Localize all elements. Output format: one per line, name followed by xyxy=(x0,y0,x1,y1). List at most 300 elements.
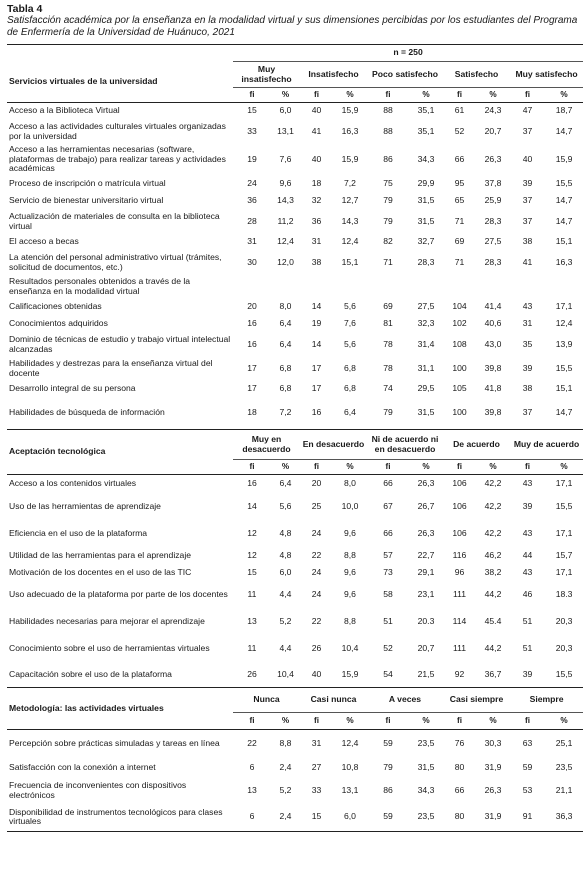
percent-cell: 20,7 xyxy=(484,125,502,136)
row-label: Eficiencia en el uso de la plataforma xyxy=(9,528,148,539)
percent-cell: 26,3 xyxy=(484,785,502,796)
frequency-cell: 80 xyxy=(443,804,476,832)
percent-cell: 29,9 xyxy=(417,178,435,189)
percent-header: % xyxy=(409,713,443,730)
frequency-cell: 111 xyxy=(452,589,467,600)
percent-cell: 42,2 xyxy=(484,528,502,539)
frequency-cell: 67 xyxy=(383,501,393,512)
frequency-cell: 38 xyxy=(522,383,533,394)
percent-cell: 14,7 xyxy=(555,195,573,206)
group-header: Muy insatisfecho xyxy=(233,62,300,88)
percent-cell: 20,7 xyxy=(417,643,435,654)
percent-cell: 32,7 xyxy=(417,236,435,247)
percent-cell: 37,8 xyxy=(484,178,502,189)
frequency-cell: 20 xyxy=(311,478,322,489)
percent-cell: 5,6 xyxy=(279,501,292,512)
frequency-cell: 66 xyxy=(454,785,465,796)
percent-cell: 24,3 xyxy=(484,105,502,116)
frequency-cell: 73 xyxy=(383,567,393,578)
frequency-cell: 51 xyxy=(522,616,533,627)
percent-cell: 17,1 xyxy=(555,567,573,578)
frequency-cell: 52 xyxy=(383,643,393,654)
group-header: Casi nunca xyxy=(300,688,367,713)
frequency-cell: 31 xyxy=(311,737,322,748)
frequency-cell: 28 xyxy=(247,215,257,226)
frequency-cell: 95 xyxy=(454,178,465,189)
percent-cell: 6,0 xyxy=(333,804,367,832)
group-header: Muy en desacuerdo xyxy=(233,430,300,460)
percent-cell: 35,1 xyxy=(417,125,435,136)
percent-cell: 31,5 xyxy=(417,762,435,773)
percent-cell: 34,3 xyxy=(417,153,435,164)
percent-cell xyxy=(409,275,443,299)
frequency-cell: 78 xyxy=(383,338,393,349)
frequency-cell: 69 xyxy=(383,301,393,312)
percent-cell: 45.4 xyxy=(484,616,502,627)
frequency-cell: 41 xyxy=(311,125,322,136)
row-label: Dominio de técnicas de estudio y trabajo virtual intelectual alcanzadas xyxy=(9,333,231,354)
row-label: Capacitación sobre el uso de la plataforma xyxy=(9,668,172,679)
table-row xyxy=(7,804,583,832)
fi-header: fi xyxy=(233,460,271,475)
percent-cell: 27,5 xyxy=(417,301,435,312)
group-header: Ni de acuerdo ni en desacuerdo xyxy=(367,430,443,460)
sample-size-label: n = 250 xyxy=(233,45,583,62)
percent-cell: 14,3 xyxy=(277,195,294,206)
percent-cell: 15,5 xyxy=(555,362,573,373)
section-title: Servicios virtuales de la universidad xyxy=(7,62,233,103)
frequency-cell: 25 xyxy=(311,501,322,512)
group-header: Muy satisfecho xyxy=(510,62,583,88)
row-label: Frecuencia de inconvenientes con dispositivos electrónicos xyxy=(9,780,187,800)
frequency-cell: 37 xyxy=(522,407,533,418)
percent-cell: 15,5 xyxy=(555,501,573,512)
frequency-cell: 79 xyxy=(383,215,393,226)
percent-cell: 13,9 xyxy=(555,338,573,349)
percent-cell: 8,8 xyxy=(344,550,356,561)
percent-cell: 15,9 xyxy=(341,668,359,679)
percent-cell: 26,7 xyxy=(417,501,435,512)
percent-cell: 29,1 xyxy=(417,567,435,578)
percent-cell: 6,8 xyxy=(344,362,356,373)
percent-cell: 15,9 xyxy=(555,153,573,164)
percent-cell: 9,6 xyxy=(344,589,356,600)
percent-cell xyxy=(271,275,300,299)
row-label: Habilidades necesarias para mejorar el aprendizaje xyxy=(9,616,205,627)
table-row xyxy=(7,144,583,176)
row-label: Servicio de bienestar universitario virtual xyxy=(9,195,164,206)
frequency-cell: 27 xyxy=(311,762,322,773)
percent-cell: 41,8 xyxy=(484,383,502,394)
percent-cell: 6,8 xyxy=(279,362,292,373)
percent-cell: 6,8 xyxy=(344,383,356,394)
frequency-cell: 13 xyxy=(247,785,257,796)
table-row xyxy=(7,316,583,333)
percent-cell: 27,5 xyxy=(484,236,502,247)
frequency-cell: 16 xyxy=(247,318,257,329)
percent-cell: 5,2 xyxy=(279,785,292,796)
percent-cell: 31,5 xyxy=(417,407,435,418)
frequency-cell: 15 xyxy=(300,804,333,832)
frequency-cell: 20 xyxy=(247,301,257,312)
frequency-cell: 40 xyxy=(311,668,322,679)
frequency-cell: 11 xyxy=(247,589,257,600)
fi-header: fi xyxy=(443,713,476,730)
percent-cell: 29,5 xyxy=(417,383,435,394)
frequency-cell: 17 xyxy=(247,362,257,373)
group-header: Insatisfecho xyxy=(300,62,367,88)
row-label: La atención del personal administrativo virtual (trámites, solicitud de documentos, etc.) xyxy=(9,251,222,272)
frequency-cell: 66 xyxy=(383,478,393,489)
percent-cell: 9,6 xyxy=(344,528,356,539)
row-label: El acceso a becas xyxy=(9,236,79,247)
frequency-cell: 11 xyxy=(247,643,257,654)
fi-header: fi xyxy=(300,88,333,103)
percent-cell: 9,6 xyxy=(344,567,356,578)
percent-cell: 12,4 xyxy=(341,236,359,247)
percent-cell: 38,2 xyxy=(484,567,502,578)
frequency-cell: 38 xyxy=(311,256,322,267)
percent-cell: 25,9 xyxy=(484,195,502,206)
frequency-cell: 40 xyxy=(522,153,533,164)
percent-cell: 15,9 xyxy=(341,105,359,116)
frequency-cell: 31 xyxy=(247,236,257,247)
percent-header: % xyxy=(476,88,510,103)
percent-cell: 20,3 xyxy=(555,616,573,627)
percent-cell: 8,0 xyxy=(279,301,292,312)
percent-cell: 31,1 xyxy=(417,362,435,373)
frequency-cell: 22 xyxy=(247,737,257,748)
percent-cell: 6,0 xyxy=(279,567,292,578)
percent-cell: 12,0 xyxy=(277,256,294,267)
frequency-cell: 15 xyxy=(247,567,257,578)
table-row xyxy=(7,299,583,316)
frequency-cell: 18 xyxy=(311,178,322,189)
frequency-cell: 105 xyxy=(452,383,467,394)
frequency-cell: 14 xyxy=(247,501,257,512)
frequency-cell: 16 xyxy=(311,407,322,418)
row-label: Acceso a las herramientas necesarias (software, plataformas de trabajo) para realizar tareas y actividades académicas xyxy=(9,144,226,174)
table-row xyxy=(7,609,583,636)
table-row xyxy=(7,565,583,582)
percent-header: % xyxy=(476,460,510,475)
percent-cell: 14,7 xyxy=(555,215,573,226)
percent-cell: 42,2 xyxy=(484,501,502,512)
table-row xyxy=(7,398,583,430)
row-label: Desarrollo integral de su persona xyxy=(9,383,136,394)
frequency-cell: 66 xyxy=(383,528,393,539)
frequency-cell: 17 xyxy=(311,362,322,373)
percent-cell: 17,1 xyxy=(555,478,573,489)
frequency-cell: 43 xyxy=(522,528,533,539)
percent-cell: 8,8 xyxy=(344,616,356,627)
frequency-cell: 39 xyxy=(522,362,533,373)
frequency-cell: 52 xyxy=(454,125,465,136)
row-label: Uso de las herramientas de aprendizaje xyxy=(9,501,161,512)
frequency-cell: 108 xyxy=(452,338,467,349)
percent-header: % xyxy=(271,460,300,475)
percent-cell: 20.3 xyxy=(417,616,435,627)
frequency-cell: 33 xyxy=(311,785,322,796)
frequency-cell: 106 xyxy=(452,501,467,512)
frequency-cell: 31 xyxy=(522,318,533,329)
frequency-cell: 36 xyxy=(247,195,257,206)
frequency-cell xyxy=(300,275,333,299)
frequency-cell: 79 xyxy=(383,762,393,773)
frequency-cell: 78 xyxy=(383,362,393,373)
frequency-cell: 82 xyxy=(383,236,393,247)
percent-cell: 22,7 xyxy=(417,550,435,561)
frequency-cell: 54 xyxy=(383,668,393,679)
frequency-cell: 69 xyxy=(454,236,465,247)
table-caption: Satisfacción académica por la enseñanza en la modalidad virtual y sus dimensiones percibidas por los estudiantes del Programa de Enfermería de la Universidad de Huánuco, 2021 xyxy=(7,15,578,38)
percent-cell: 23,5 xyxy=(409,804,443,832)
percent-cell: 12,4 xyxy=(341,737,359,748)
table-row xyxy=(7,758,583,779)
percent-cell: 6,4 xyxy=(344,407,356,418)
frequency-cell: 37 xyxy=(522,195,533,206)
percent-header: % xyxy=(545,713,583,730)
percent-cell: 15,1 xyxy=(555,236,573,247)
percent-cell: 28,3 xyxy=(417,256,435,267)
frequency-cell: 14 xyxy=(311,338,322,349)
table-row xyxy=(7,521,583,548)
frequency-cell: 19 xyxy=(311,318,322,329)
percent-cell: 13,1 xyxy=(341,785,359,796)
percent-cell: 16,3 xyxy=(341,125,359,136)
row-label: Acceso a los contenidos virtuales xyxy=(9,478,137,489)
frequency-cell: 106 xyxy=(452,478,467,489)
percent-header: % xyxy=(333,460,367,475)
frequency-cell: 61 xyxy=(454,105,465,116)
table-row xyxy=(7,779,583,804)
frequency-cell: 59 xyxy=(383,737,393,748)
percent-cell: 13,1 xyxy=(277,125,294,136)
percent-cell: 43,0 xyxy=(484,338,502,349)
row-label: Satisfacción con la conexión a internet xyxy=(9,762,156,773)
frequency-cell: 100 xyxy=(452,362,467,373)
frequency-cell: 17 xyxy=(247,383,257,394)
percent-cell: 31,4 xyxy=(417,338,435,349)
frequency-cell: 43 xyxy=(522,567,533,578)
group-header: Casi siempre xyxy=(443,688,510,713)
table-row xyxy=(7,251,583,275)
fi-header: fi xyxy=(443,460,476,475)
row-label: Disponibilidad de instrumentos tecnológicos para clases virtuales xyxy=(7,804,233,832)
fi-header: fi xyxy=(510,713,545,730)
frequency-cell: 24 xyxy=(311,589,322,600)
percent-cell: 15,5 xyxy=(555,178,573,189)
percent-cell: 34,3 xyxy=(417,785,435,796)
percent-cell: 4,4 xyxy=(279,589,292,600)
table-row xyxy=(7,234,583,251)
frequency-cell: 36 xyxy=(311,215,322,226)
row-label: Uso adecuado de la plataforma por parte de los docentes xyxy=(9,589,228,600)
group-header: De acuerdo xyxy=(443,430,510,460)
percent-cell xyxy=(545,275,583,299)
row-label: Actualización de materiales de consulta en la biblioteca virtual xyxy=(9,210,220,231)
fi-header: fi xyxy=(443,88,476,103)
percent-cell: 5,6 xyxy=(344,338,356,349)
frequency-cell xyxy=(233,275,271,299)
percent-cell: 6,8 xyxy=(279,383,292,394)
frequency-cell: 59 xyxy=(522,762,533,773)
percent-header: % xyxy=(409,88,443,103)
frequency-cell: 43 xyxy=(522,301,533,312)
frequency-cell: 79 xyxy=(383,407,393,418)
percent-cell: 12,4 xyxy=(277,236,294,247)
percent-cell: 15,9 xyxy=(341,153,359,164)
frequency-cell: 88 xyxy=(383,125,393,136)
frequency-cell: 88 xyxy=(383,105,393,116)
percent-header: % xyxy=(476,713,510,730)
percent-header: % xyxy=(545,88,583,103)
frequency-cell xyxy=(510,275,545,299)
table-row xyxy=(7,357,583,381)
header-spacer xyxy=(7,45,233,62)
percent-cell: 2,4 xyxy=(279,762,292,773)
frequency-cell: 59 xyxy=(367,804,409,832)
percent-cell: 31,9 xyxy=(476,804,510,832)
section-header-row xyxy=(7,430,583,460)
percent-cell: 6,4 xyxy=(279,338,292,349)
frequency-cell: 22 xyxy=(311,550,322,561)
percent-cell: 25,1 xyxy=(555,737,573,748)
fi-header: fi xyxy=(233,713,271,730)
percent-cell: 12,4 xyxy=(555,318,573,329)
percent-cell xyxy=(476,275,510,299)
percent-cell: 5,2 xyxy=(279,616,292,627)
percent-cell: 36,3 xyxy=(545,804,583,832)
table-row xyxy=(7,494,583,521)
frequency-cell: 100 xyxy=(452,407,467,418)
table-row xyxy=(7,636,583,663)
frequency-cell: 37 xyxy=(522,125,533,136)
frequency-cell: 15 xyxy=(247,105,257,116)
frequency-cell: 51 xyxy=(383,616,393,627)
frequency-cell: 91 xyxy=(510,804,545,832)
section-header-row xyxy=(7,62,583,88)
frequency-cell: 44 xyxy=(522,550,533,561)
frequency-cell: 76 xyxy=(454,737,465,748)
frequency-cell: 57 xyxy=(383,550,393,561)
table-row xyxy=(7,381,583,398)
percent-cell: 23,5 xyxy=(555,762,573,773)
table-row xyxy=(7,120,583,144)
percent-cell: 21,5 xyxy=(417,668,435,679)
frequency-cell xyxy=(367,275,409,299)
percent-cell: 23,5 xyxy=(417,737,435,748)
frequency-cell: 37 xyxy=(522,215,533,226)
frequency-cell: 24 xyxy=(247,178,257,189)
frequency-cell: 75 xyxy=(383,178,393,189)
percent-cell: 8,8 xyxy=(279,737,292,748)
percent-cell: 4,4 xyxy=(279,643,292,654)
percent-header: % xyxy=(409,460,443,475)
frequency-cell: 18 xyxy=(247,407,257,418)
frequency-cell: 12 xyxy=(247,528,257,539)
percent-cell: 31,9 xyxy=(484,762,502,773)
frequency-cell: 24 xyxy=(311,567,322,578)
frequency-cell: 104 xyxy=(452,301,467,312)
fi-header: fi xyxy=(233,88,271,103)
percent-cell: 12,7 xyxy=(341,195,359,206)
percent-cell: 15,7 xyxy=(555,550,573,561)
frequency-cell: 39 xyxy=(522,501,533,512)
frequency-cell: 38 xyxy=(522,236,533,247)
frequency-cell: 102 xyxy=(452,318,467,329)
percent-cell: 35,1 xyxy=(417,105,435,116)
percent-cell: 42,2 xyxy=(484,478,502,489)
frequency-cell: 24 xyxy=(311,528,322,539)
percent-cell: 20,3 xyxy=(555,643,573,654)
frequency-cell: 43 xyxy=(522,478,533,489)
percent-cell: 14,7 xyxy=(555,125,573,136)
frequency-cell: 30 xyxy=(247,256,257,267)
percent-cell: 18,7 xyxy=(555,105,573,116)
frequency-cell: 31 xyxy=(311,236,322,247)
frequency-cell: 19 xyxy=(247,153,257,164)
percent-cell: 14,7 xyxy=(555,407,573,418)
percent-cell: 10,0 xyxy=(341,501,359,512)
percent-cell: 23,1 xyxy=(417,589,435,600)
frequency-cell: 6 xyxy=(249,762,255,773)
percent-cell: 40,6 xyxy=(484,318,502,329)
frequency-cell: 114 xyxy=(452,616,467,627)
frequency-cell: 17 xyxy=(311,383,322,394)
percent-cell: 41,4 xyxy=(484,301,502,312)
fi-header: fi xyxy=(510,88,545,103)
percent-cell: 15,5 xyxy=(555,668,573,679)
frequency-cell: 80 xyxy=(454,762,465,773)
section-title: Aceptación tecnológica xyxy=(7,430,233,475)
percent-cell: 6,0 xyxy=(279,105,292,116)
group-header: Siempre xyxy=(510,688,583,713)
frequency-cell: 6 xyxy=(233,804,271,832)
percent-cell: 2,4 xyxy=(271,804,300,832)
group-header: Nunca xyxy=(233,688,300,713)
frequency-cell: 81 xyxy=(383,318,393,329)
percent-cell: 26,3 xyxy=(417,528,435,539)
frequency-cell: 96 xyxy=(454,567,465,578)
row-label: Habilidades de búsqueda de información xyxy=(9,407,165,418)
row-label: Utilidad de las herramientas para el aprendizaje xyxy=(9,550,192,561)
percent-cell: 16,3 xyxy=(555,256,573,267)
frequency-cell: 74 xyxy=(383,383,393,394)
percent-header: % xyxy=(333,88,367,103)
percent-cell: 15,1 xyxy=(555,383,573,394)
table-row xyxy=(7,548,583,565)
percent-header: % xyxy=(333,713,367,730)
percent-cell: 46,2 xyxy=(484,550,502,561)
percent-cell: 4,8 xyxy=(279,528,292,539)
table-row xyxy=(7,333,583,357)
percent-cell: 7,6 xyxy=(279,153,292,164)
frequency-cell: 46 xyxy=(522,589,533,600)
data-table xyxy=(7,44,583,832)
percent-cell: 5,6 xyxy=(344,301,356,312)
frequency-cell: 51 xyxy=(522,643,533,654)
frequency-cell: 71 xyxy=(454,256,465,267)
frequency-cell: 66 xyxy=(454,153,465,164)
frequency-cell: 71 xyxy=(454,215,465,226)
percent-cell: 8,0 xyxy=(344,478,356,489)
row-label: Proceso de inscripción o matrícula virtual xyxy=(9,178,166,189)
fi-header: fi xyxy=(510,460,545,475)
frequency-cell: 111 xyxy=(452,643,467,654)
frequency-cell: 16 xyxy=(247,478,257,489)
percent-cell: 15,1 xyxy=(341,256,359,267)
